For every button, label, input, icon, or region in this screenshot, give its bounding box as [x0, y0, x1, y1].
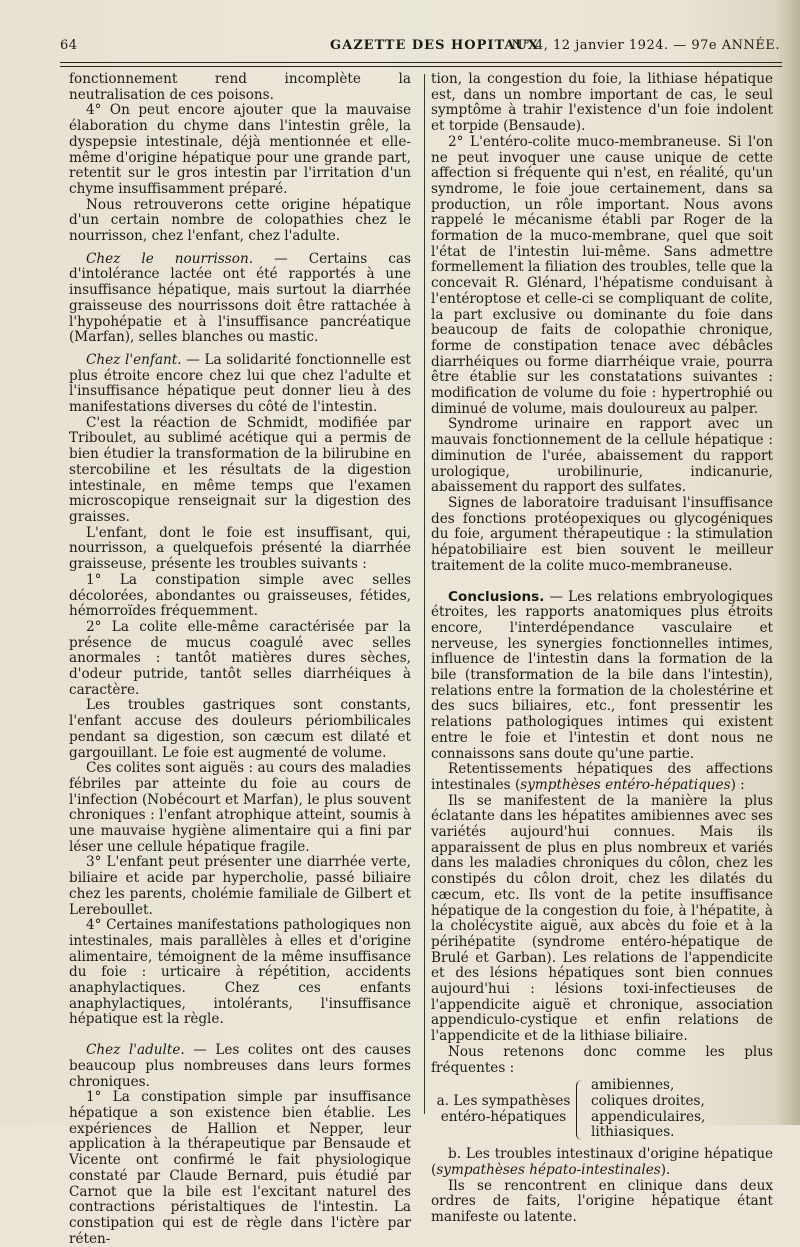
brace-label-line2: entéro-hépatiques: [440, 1108, 567, 1125]
paragraph: [69, 1090, 411, 1247]
paragraph: [431, 417, 773, 496]
paragraph-text: Syndrome urinaire en rapport avec un mauvais fonctionnement de la cellule hépatique : diminution de l'urée, abaissement du rapport urologique, urobilinurie, indicanurie, abaissement du rapport des sulfates.: [431, 416, 773, 496]
brace-option: lithiasiques.: [591, 1124, 675, 1141]
section-paragraph: [69, 1043, 411, 1090]
section-paragraph: [69, 252, 411, 346]
paragraph: [69, 855, 411, 918]
paragraph-text: 2° L'entéro-colite muco-membraneuse. Si l'on ne peut invoquer une cause unique de cette affection si fréquente qui n'est, en réalité, qu'un syndrome, le foie joue certainement, dans sa production, un rôle important. Nous avons rappelé le mécanisme établi par Roger de la formation de la muco-membrane, quel que soit l'état de l'intestin lui-même. Sans admettre formellement la filiation des troubles, telle que la concevait R. Glénard, l'hépatisme conduisant à l'entéroptose et celle-ci se compliquant de colite, la part exclusive ou dominante du foie dans beaucoup de faits de colopathie chronique, forme de constipation tenace avec débâcles diarrhéiques ou forme diarrhéique vraie, pourra être établie sur les constatations suivantes : modification de volume du foie : hypertrophié ou diminué de volume, mais douloureux au palper.: [431, 133, 773, 417]
section-heading: Chez l'enfant.: [86, 351, 182, 368]
section-heading: Chez l'adulte.: [86, 1042, 185, 1059]
right-column-bottom: [431, 1147, 773, 1226]
header-rule-thin: [60, 66, 782, 67]
paragraph: [69, 573, 411, 620]
paragraph-text: Ces colites sont aiguës : au cours des maladies fébriles par atteinte du foie au cours de l'infection (Nobécourt et Marfan), le plus souvent chroniques : l'enfant atrophique atteint, soumis à une mauvaise hygiène alimentaire qui a fini par léser une cellule hépatique fragile.: [69, 760, 411, 855]
paragraph-text: Signes de laboratoire traduisant l'insuffisance des fonctions protéopexiques ou glycogéniques du foie, argument thérapeutique : la stimulation hépatobiliaire est bien souvent le meilleur traitement de la colite muco-membraneuse.: [431, 494, 773, 574]
right-column-top: [431, 72, 773, 1076]
brace-option: amibiennes,: [591, 1077, 675, 1094]
paragraph-text: 2° La colite elle-même caractérisée par la présence de mucus coagulé avec selles anormales : tantôt matières dures sèches, d'odeur putride, tantôt selles diarrhéiques à caractère.: [69, 618, 411, 698]
brace-option: appendiculaires,: [591, 1108, 706, 1125]
brace-label-line1: a. Les sympathèses: [436, 1093, 571, 1109]
paragraph-text: — Certains cas d'intolérance lactée ont été rapportés à une insuffisance hépatique, mais surtout la diarrhée graisseuse des nourrissons doit être rattachée à l'hypohépatie et à l'insuffisance pancréatique (Marfan), selles blanches ou mastic.: [69, 250, 412, 346]
paragraph: [69, 698, 411, 761]
issue-info: N° 4, 12 janvier 1924. — 97e ANNÉE.: [511, 38, 780, 53]
paragraph-text: Ils se manifestent de la manière la plus éclatante dans les hépatites amibiennes avec ses variétés aujourd'hui connues. Mais ils apparaissent de plus en plus nombreux et variés dans les maladies chroniques du côlon, chez les constipés du côlon droit, chez les dilatés du cæcum, etc. Ils vont de la petite insuffisance hépatique de la congestion du foie, à l'hépatite, à la cholécystite aiguë, aux abcès du foie et à la périhépatite (syndrome entéro-hépatique de Brulé et Garban). Les relations de l'appendicite et des lésions hépatiques sont bien connues aujourd'hui : lésions toxi-infectieuses de l'appendicite aiguë et chronique, association appendiculo-cystique et enfin relations de l'appendicite et de la lithiase biliaire.: [431, 792, 773, 1045]
journal-title: GAZETTE DES HOPITAUX: [330, 38, 539, 53]
running-header: [60, 38, 780, 58]
section-heading: Chez le nourrisson.: [86, 250, 254, 267]
paragraph: [69, 918, 411, 1028]
left-column: [69, 72, 411, 1247]
paragraph: [431, 762, 773, 793]
paragraph-text: Nous retenons donc comme les plus fréquentes :: [431, 1043, 773, 1076]
right-column: [431, 72, 773, 1226]
paragraph: [431, 1179, 773, 1226]
paragraph: [431, 135, 773, 418]
paragraph-text: tion, la congestion du foie, la lithiase hépatique est, dans un nombre important de cas, le seul symptôme à trahir l'existence d'un foie indolent et torpide (Bensaude).: [431, 71, 773, 135]
brace-options: [591, 1078, 705, 1141]
conclusions-paragraph: [431, 590, 773, 763]
paragraph-text: fonctionnement rend incomplète la neutralisation de ces poisons.: [69, 71, 411, 103]
paragraph-text: — Les colites ont des causes beaucoup plus nombreuses dans leurs formes chroniques.: [69, 1042, 411, 1090]
paragraph-text: L'enfant, dont le foie est insuffisant, qui, nourrisson, a quelquefois présenté la diarrhée graisseuse, présente les troubles suivants :: [69, 524, 411, 573]
paragraph-text-after: ) :: [730, 776, 745, 793]
paragraph-text: Retentissements hépatiques des affections intestinales (: [431, 761, 773, 793]
header-rule-thick: [60, 62, 782, 63]
paragraph-text: — Les relations embryologiques étroites, les rapports anatomiques plus étroits encore, l'interdépendance vasculaire et nerveuse, les synergies fonctionnelles intimes, influence de l'intestin dans la formation de la bile (transformation de la bile dans l'intestin), relations entre la formation de la cholestérine et des sucs biliaires, etc., font pressentir les relations pathologiques intimes qui existent entre le foie et l'intestin et dont nous ne connaissons sans doute qu'une partie.: [431, 588, 773, 762]
paragraph-text: Ils se rencontrent en clinique dans deux ordres de faits, l'origine hépatique étant manifeste ou latente.: [431, 1177, 773, 1225]
paragraph-text: C'est la réaction de Schmidt, modifiée par Triboulet, au sublimé acétique qui a permis de bien étudier la transformation de la bilirubine en stercobiline et les résultats de la digestion intestinale, en même temps que l'examen microscopique renseignait sur la digestion des graisses.: [69, 414, 411, 525]
section-paragraph: [69, 353, 411, 416]
italic-term: sympathèses hépato-intestinales: [436, 1161, 661, 1178]
paragraph: [69, 198, 411, 245]
paragraph-text-after: ).: [660, 1161, 671, 1178]
paragraph: [69, 416, 411, 526]
paragraph: [69, 103, 411, 197]
classification-brace: [431, 1078, 773, 1141]
paragraph-text: — La solidarité fonctionnelle est plus étroite encore chez lui que chez l'adulte et l'insuffisance hépatique peut donner lieu à des manifestations diverses du côté de l'intestin.: [69, 351, 412, 416]
brace-option: coliques droites,: [591, 1093, 705, 1109]
paragraph-text: Les troubles gastriques sont constants, l'enfant accuse des douleurs périombilicales pendant sa digestion, son cæcum est dilaté et gargouillant. Le foie est augmenté de volume.: [69, 697, 411, 761]
paragraph: [431, 794, 773, 1045]
paragraph: [69, 72, 411, 103]
paragraph: [431, 1045, 773, 1076]
paragraph: [69, 620, 411, 699]
paragraph: [431, 1147, 773, 1178]
brace-label: [431, 1094, 576, 1125]
paragraph-text: 3° L'enfant peut présenter une diarrhée verte, biliaire et acide par hypercholie, passé biliaire chez les parents, cholémie familiale de Gilbert et Lereboullet.: [69, 854, 411, 918]
column-divider: [424, 74, 425, 1114]
paragraph: [69, 526, 411, 573]
paragraph: [431, 72, 773, 135]
italic-term: sympthèses entéro-hépatiques: [520, 776, 731, 793]
paragraph-text: 1° La constipation simple avec selles décolorées, abondantes ou graisseuses, fétides, hémorroïdes fréquemment.: [69, 571, 411, 620]
curly-brace-icon: [576, 1080, 585, 1140]
paragraph-text: b. Les troubles intestinaux d'origine hépatique (: [431, 1146, 773, 1178]
page-number: 64: [60, 38, 78, 53]
paragraph-text: 4° On peut encore ajouter que la mauvaise élaboration du chyme dans l'intestin grêle, la dyspepsie intestinale, déjà mentionnée et elle-même d'origine hépatique pour une grande part, retentit sur le gros intestin par l'irritation d'un chyme insuffisamment préparé.: [69, 102, 411, 197]
paragraph: [69, 761, 411, 855]
paragraph-text: 1° La constipation simple par insuffisance hépatique a son existence bien établie. Les expériences de Hallion et Nepper, leur application à la thérapeutique par Bensaude et Vicente ont confirmé le fait physiologique constaté par Claude Bernard, puis étudié par Carnot que la bile est l'excitant naturel des contractions péristaltiques de l'intestin. La constipation qui est de règle dans l'ictère par réten-: [69, 1089, 411, 1247]
paragraph: [431, 496, 773, 575]
section-heading: Conclusions.: [448, 588, 545, 605]
paragraph-text: Nous retrouverons cette origine hépatique d'un certain nombre de colopathies chez le nourrisson, chez l'enfant, chez l'adulte.: [69, 196, 411, 245]
paragraph-text: 4° Certaines manifestations pathologiques non intestinales, mais parallèles à elles et d'origine alimentaire, témoignent de la même insuffisance du foie : urticaire à répétition, accidents anaphylactiques. Chez ces enfants anaphylactiques, intolérants, l'insuffisance hépatique est la règle.: [69, 917, 411, 1028]
